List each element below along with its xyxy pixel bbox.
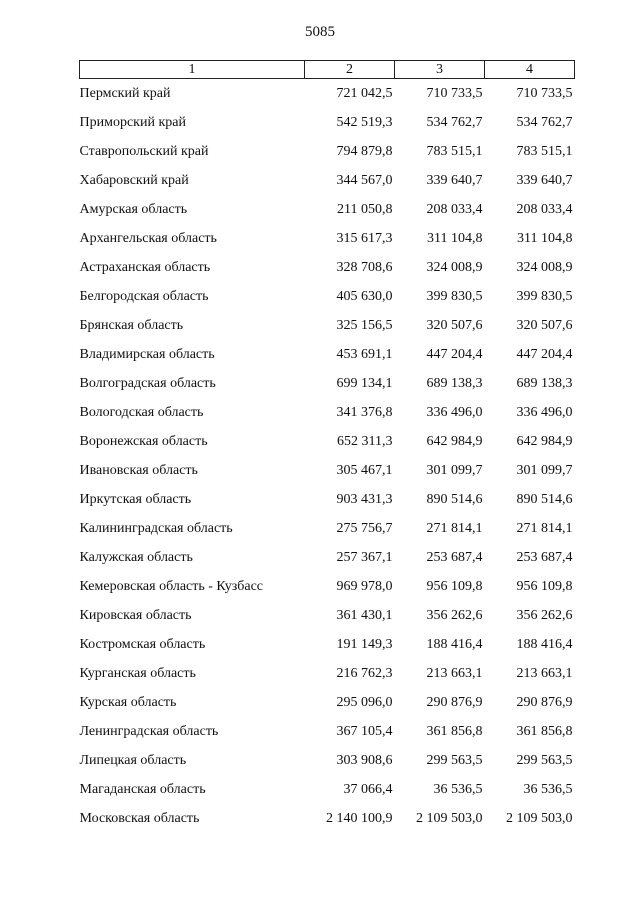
value-col3-cell: 689 138,3 — [426, 376, 483, 391]
value-col2-cell: 367 105,4 — [336, 724, 393, 739]
table-row — [80, 369, 575, 398]
region-name-cell: Брянская область — [79, 318, 184, 333]
region-name-cell: Курганская область — [79, 666, 196, 681]
value-col3-cell: 339 640,7 — [426, 173, 483, 188]
region-name-cell: Московская область — [79, 811, 200, 826]
value-col2-cell: 542 519,3 — [336, 115, 393, 130]
region-name-cell: Кировская область — [79, 608, 192, 623]
value-col3-cell: 534 762,7 — [426, 115, 483, 130]
value-col3-cell: 311 104,8 — [427, 231, 483, 246]
table-row — [80, 340, 575, 369]
value-col4-cell: 956 109,8 — [516, 579, 573, 594]
header-row — [80, 61, 575, 79]
value-col3-cell: 447 204,4 — [426, 347, 483, 362]
table-row — [80, 601, 575, 630]
column-header-4: 4 — [485, 61, 575, 79]
region-name-cell: Калининградская область — [79, 521, 233, 536]
value-col3-cell: 36 536,5 — [433, 782, 483, 797]
table-row — [80, 630, 575, 659]
value-col3-cell: 188 416,4 — [426, 637, 483, 652]
table-body — [80, 79, 575, 834]
value-col4-cell: 324 008,9 — [516, 260, 573, 275]
table-row — [80, 659, 575, 688]
value-col4-cell: 689 138,3 — [516, 376, 573, 391]
value-col3-cell: 361 856,8 — [426, 724, 483, 739]
region-name-cell: Иркутская область — [79, 492, 192, 507]
table-header — [80, 61, 575, 79]
value-col2-cell: 969 978,0 — [336, 579, 393, 594]
value-col4-cell: 271 814,1 — [516, 521, 573, 536]
value-col2-cell: 361 430,1 — [336, 608, 393, 623]
table-row — [80, 485, 575, 514]
region-name-cell: Липецкая область — [79, 753, 187, 768]
value-col2-cell: 315 617,3 — [336, 231, 393, 246]
value-col4-cell: 890 514,6 — [516, 492, 573, 507]
value-col2-cell: 328 708,6 — [336, 260, 393, 275]
table-row — [80, 514, 575, 543]
region-name-cell: Белгородская область — [79, 289, 209, 304]
value-col4-cell: 253 687,4 — [516, 550, 573, 565]
value-col2-cell: 275 756,7 — [336, 521, 393, 536]
value-col2-cell: 37 066,4 — [343, 782, 393, 797]
value-col3-cell: 890 514,6 — [426, 492, 483, 507]
region-name-cell: Кемеровская область - Кузбасс — [79, 579, 264, 594]
value-col4-cell: 710 733,5 — [516, 86, 573, 101]
value-col2-cell: 257 367,1 — [336, 550, 393, 565]
table-row — [80, 717, 575, 746]
value-col3-cell: 253 687,4 — [426, 550, 483, 565]
table-row — [80, 195, 575, 224]
table-row — [80, 804, 575, 833]
region-name-cell: Вологодская область — [79, 405, 204, 420]
value-col3-cell: 2 109 503,0 — [416, 811, 483, 826]
column-header-2: 2 — [305, 61, 395, 79]
value-col4-cell: 356 262,6 — [516, 608, 573, 623]
table-row — [80, 456, 575, 485]
value-col3-cell: 642 984,9 — [426, 434, 483, 449]
table-row — [80, 688, 575, 717]
value-col3-cell: 710 733,5 — [426, 86, 483, 101]
table-row — [80, 79, 575, 109]
region-name-cell: Архангельская область — [79, 231, 217, 246]
value-col2-cell: 303 908,6 — [336, 753, 393, 768]
value-col4-cell: 311 104,8 — [517, 231, 573, 246]
value-col4-cell: 642 984,9 — [516, 434, 573, 449]
column-header-1: 1 — [80, 61, 305, 79]
data-table — [79, 60, 575, 833]
table-row — [80, 166, 575, 195]
value-col3-cell: 956 109,8 — [426, 579, 483, 594]
region-name-cell: Костромская область — [79, 637, 206, 652]
value-col4-cell: 339 640,7 — [516, 173, 573, 188]
value-col2-cell: 191 149,3 — [336, 637, 393, 652]
value-col4-cell: 336 496,0 — [516, 405, 573, 420]
value-col3-cell: 356 262,6 — [426, 608, 483, 623]
column-header-3: 3 — [395, 61, 485, 79]
region-name-cell: Пермский край — [79, 86, 171, 101]
value-col2-cell: 305 467,1 — [336, 463, 393, 478]
table-row — [80, 746, 575, 775]
region-name-cell: Воронежская область — [79, 434, 208, 449]
region-name-cell: Хабаровский край — [79, 173, 189, 188]
value-col3-cell: 320 507,6 — [426, 318, 483, 333]
value-col3-cell: 783 515,1 — [426, 144, 483, 159]
value-col3-cell: 336 496,0 — [426, 405, 483, 420]
value-col4-cell: 783 515,1 — [516, 144, 573, 159]
table-row — [80, 427, 575, 456]
region-name-cell: Ставропольский край — [79, 144, 209, 159]
value-col2-cell: 2 140 100,9 — [326, 811, 393, 826]
value-col2-cell: 903 431,3 — [336, 492, 393, 507]
value-col4-cell: 36 536,5 — [523, 782, 573, 797]
region-name-cell: Волгоградская область — [79, 376, 216, 391]
value-col4-cell: 320 507,6 — [516, 318, 573, 333]
page-number: 5085 — [305, 24, 335, 40]
value-col3-cell: 290 876,9 — [426, 695, 483, 710]
region-name-cell: Астраханская область — [79, 260, 211, 275]
value-col2-cell: 295 096,0 — [336, 695, 393, 710]
region-name-cell: Магаданская область — [79, 782, 206, 797]
value-col3-cell: 299 563,5 — [426, 753, 483, 768]
region-name-cell: Калужская область — [79, 550, 193, 565]
value-col3-cell: 301 099,7 — [426, 463, 483, 478]
table-row — [80, 543, 575, 572]
table-row — [80, 775, 575, 804]
value-col4-cell: 213 663,1 — [516, 666, 573, 681]
region-name-cell: Курская область — [79, 695, 177, 710]
table-row — [80, 137, 575, 166]
value-col4-cell: 399 830,5 — [516, 289, 573, 304]
value-col2-cell: 344 567,0 — [336, 173, 393, 188]
value-col4-cell: 447 204,4 — [516, 347, 573, 362]
table-row — [80, 108, 575, 137]
region-name-cell: Владимирская область — [79, 347, 215, 362]
table-row — [80, 311, 575, 340]
value-col4-cell: 2 109 503,0 — [506, 811, 573, 826]
region-name-cell: Ленинградская область — [79, 724, 219, 739]
value-col4-cell: 534 762,7 — [516, 115, 573, 130]
value-col4-cell: 361 856,8 — [516, 724, 573, 739]
table-row — [80, 253, 575, 282]
value-col2-cell: 211 050,8 — [337, 202, 393, 217]
table-row — [80, 572, 575, 601]
value-col2-cell: 453 691,1 — [336, 347, 393, 362]
value-col3-cell: 271 814,1 — [426, 521, 483, 536]
table-row — [80, 398, 575, 427]
value-col3-cell: 399 830,5 — [426, 289, 483, 304]
region-name-cell: Ивановская область — [79, 463, 198, 478]
value-col2-cell: 341 376,8 — [336, 405, 393, 420]
table-row — [80, 282, 575, 311]
value-col3-cell: 324 008,9 — [426, 260, 483, 275]
value-col2-cell: 794 879,8 — [336, 144, 393, 159]
value-col4-cell: 299 563,5 — [516, 753, 573, 768]
value-col3-cell: 208 033,4 — [426, 202, 483, 217]
table-row — [80, 224, 575, 253]
value-col2-cell: 699 134,1 — [336, 376, 393, 391]
value-col4-cell: 208 033,4 — [516, 202, 573, 217]
value-col4-cell: 188 416,4 — [516, 637, 573, 652]
value-col4-cell: 301 099,7 — [516, 463, 573, 478]
region-name-cell: Амурская область — [79, 202, 188, 217]
value-col2-cell: 721 042,5 — [336, 86, 393, 101]
value-col2-cell: 325 156,5 — [336, 318, 393, 333]
value-col4-cell: 290 876,9 — [516, 695, 573, 710]
value-col2-cell: 652 311,3 — [337, 434, 393, 449]
value-col3-cell: 213 663,1 — [426, 666, 483, 681]
region-name-cell: Приморский край — [79, 115, 186, 130]
value-col2-cell: 405 630,0 — [336, 289, 393, 304]
value-col2-cell: 216 762,3 — [336, 666, 393, 681]
